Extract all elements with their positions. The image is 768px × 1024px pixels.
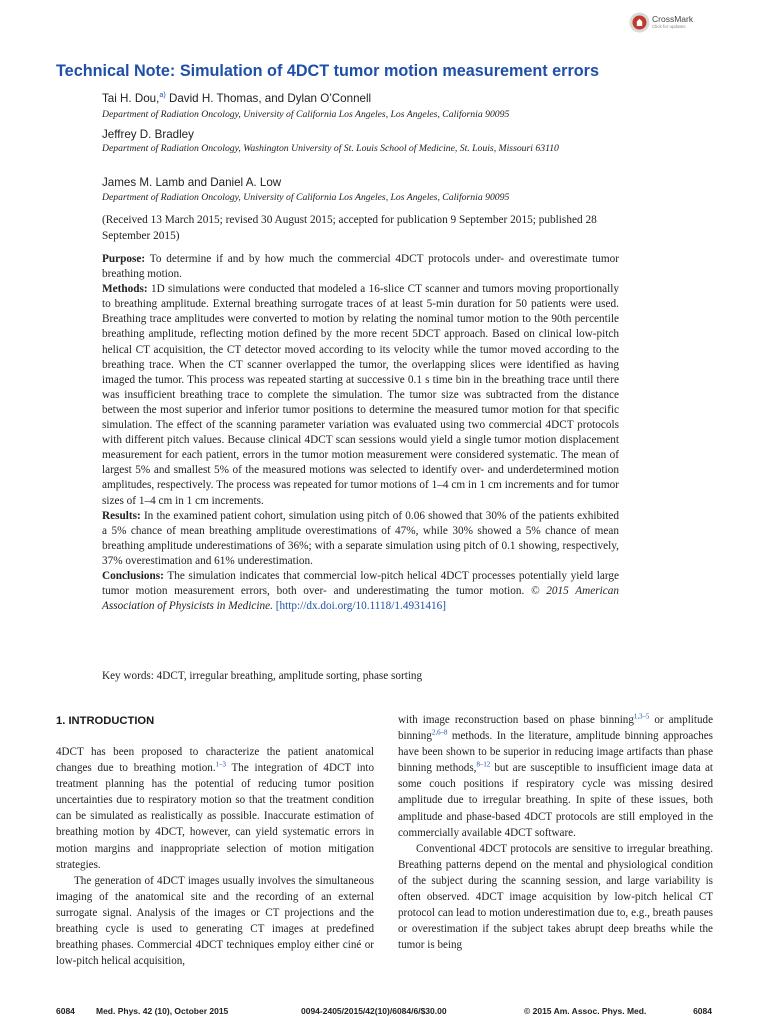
conclusions-text: The simulation indicates that commercial low-pitch helical 4DCT processes potentially yield large tumor motion measurement errors, both over- and underestimating the tumor motion. bbox=[102, 569, 620, 598]
doi-link[interactable]: [http://dx.doi.org/10.1118/1.4931416] bbox=[275, 600, 446, 613]
abstract bbox=[102, 252, 619, 614]
paragraph: The generation of 4DCT images usually involves the simultaneous imaging of the anatomical site and the recording of an external surrogate signal. Analysis of the images or CT projections and the breathing cycle is used to generating CT images at predefined breathing phases. Commercial 4DCT techniques employ either ciné or low-pitch helical acquisition, bbox=[56, 874, 374, 968]
section-heading: 1. INTRODUCTION bbox=[56, 715, 155, 727]
paragraph-text: but are susceptible to insufficient image data at some couch positions if respiratory cycle was missing desired amplitude due to irregular breathing. In spite of these issues, both amplitude and phase-based 4DCT protocols are still employed in the commercially available 4DCT software. bbox=[398, 762, 713, 839]
results-text: In the examined patient cohort, simulation using pitch of 0.06 showed that 30% of the patients exhibited a 5% chance of mean breathing amplitude overestimations of 47%, while 30% showed a 5% chance of mean breathing amplitude underestimations of 36%; with a separate simulation using pitch of 0.1 showing, respectively, 37% overestimation and 61% underestimation. bbox=[102, 509, 620, 567]
abstract-purpose bbox=[102, 252, 619, 282]
footer-page-number-left: 6084 bbox=[56, 1006, 75, 1016]
methods-label: Methods: bbox=[102, 283, 148, 296]
citation-ref[interactable]: 1–3 bbox=[215, 761, 226, 769]
author-names-rest: David H. Thomas, and Dylan O’Connell bbox=[165, 92, 372, 105]
body-column-left bbox=[56, 744, 374, 969]
paragraph bbox=[398, 712, 713, 841]
citation-ref[interactable]: 1,3–5 bbox=[633, 713, 650, 721]
abstract-results bbox=[102, 509, 619, 569]
article-title: Technical Note: Simulation of 4DCT tumor motion measurement errors bbox=[56, 62, 599, 80]
purpose-text: To determine if and by how much the commercial 4DCT protocols under- and overestimate tumor breathing motion. bbox=[102, 253, 620, 281]
author-names: Tai H. Dou, bbox=[102, 92, 160, 105]
paragraph-text: The integration of 4DCT into treatment planning has the potential of reducing tumor position uncertainties due to respiratory motion so that the treatment condition can be simulated as realistically as possible. Inaccurate estimation of breathing motion by 4DCT, however, can yield systematic errors in motion margins and inappropriate selection of motion mitigation strategies. bbox=[56, 762, 374, 871]
abstract-methods bbox=[102, 282, 619, 508]
body-column-right bbox=[398, 712, 713, 953]
paragraph-text: 4DCT has been proposed to characterize the patient anatomical changes due to breathing motion. bbox=[56, 746, 374, 775]
crossmark-sublabel: Click for updates bbox=[652, 24, 686, 29]
page-footer bbox=[56, 1006, 712, 1020]
methods-text: 1D simulations were conducted that modeled a 16-slice CT scanner and tumors moving proportionally to breathing amplitude. External breathing surrogate traces of at least 5-min duration for 50 patients were used. Breathing trace amplitudes were converted to motion by relating the nominal tumor motion to the 90th percentile breathing amplitude, reflecting motion defined by the more recent 5DCT approach. Based on clinical low-pitch helical CT acquisition, the CT detector moved according to its velocity while the tumor moved according to the breathing trace. When the CT scanner overlapped the tumor, the overlapping slices were identified as having imaged the tumor. This process was repeated starting at successive 0.1 s time bin in the breathing trace until there was insufficient breathing trace to complete the simulation. The tumor size was subtracted from the distance between the most superior and inferior tumor positions to determine the measured tumor motion for that specific simulation. The effect of the scanning parameter variation was evaluated using two commercial 4DCT protocols with different pitch values. Because clinical 4DCT scan sessions would yield a single tumor motion displacement measurement for each patient, errors in the tumor motion measurement were considered systematic. The mean of largest 5% and smallest 5% of the measured motions was selected to identify over- and underdetermined motion amplitudes, respectively. The process was repeated for tumor motions of 1–4 cm in 1 cm increments and for tumor sizes of 1–4 cm in 1 cm increments. bbox=[102, 283, 620, 507]
abstract-conclusions bbox=[102, 569, 619, 614]
author-footnote-mark[interactable]: a) bbox=[159, 90, 166, 100]
copyright-line: © 2015 American Association of Physicists in Medicine. bbox=[102, 585, 619, 613]
conclusions-label: Conclusions: bbox=[102, 569, 164, 582]
received-dates: (Received 13 March 2015; revised 30 August 2015; accepted for publication 9 September 2015; published 28 September 2015) bbox=[102, 214, 597, 242]
citation-ref[interactable]: 8–12 bbox=[476, 761, 491, 769]
purpose-label: Purpose: bbox=[102, 253, 146, 265]
keywords: Key words: 4DCT, irregular breathing, amplitude sorting, phase sorting bbox=[102, 670, 423, 682]
crossmark-label: CrossMark bbox=[652, 14, 694, 24]
affiliation-1: Department of Radiation Oncology, University of California Los Angeles, Los Angeles, California 90095 bbox=[102, 109, 510, 120]
footer-copyright: © 2015 Am. Assoc. Phys. Med. bbox=[524, 1006, 647, 1016]
paragraph bbox=[56, 744, 374, 873]
affiliation-2: Department of Radiation Oncology, Washington University of St. Louis School of Medicine, St. Louis, Missouri 63110 bbox=[102, 143, 559, 154]
author-group-3: James M. Lamb and Daniel A. Low bbox=[102, 176, 282, 189]
crossmark-badge[interactable] bbox=[629, 12, 699, 34]
author-group-1 bbox=[102, 92, 371, 105]
footer-code: 0094-2405/2015/42(10)/6084/6/$30.00 bbox=[301, 1006, 447, 1016]
footer-journal: Med. Phys. 42 (10), October 2015 bbox=[96, 1006, 229, 1016]
footer-page-number-right: 6084 bbox=[693, 1006, 712, 1016]
affiliation-3: Department of Radiation Oncology, University of California Los Angeles, Los Angeles, California 90095 bbox=[102, 192, 510, 203]
crossmark-icon bbox=[629, 12, 650, 33]
paragraph-text: methods. In the literature, amplitude binning approaches have been shown to be superior in reducing image artifacts than phase binning methods, bbox=[398, 730, 713, 775]
results-label: Results: bbox=[102, 509, 141, 522]
paragraph: Conventional 4DCT protocols are sensitive to irregular breathing. Breathing patterns depend on the mental and physiological condition of the subject during the scanning session, and large variability is often observed. 4DCT image acquisition by low-pitch helical CT protocol can lead to motion underestimation due to, e.g., breath pauses or overestimation if the subject takes abrupt deep breaths while the tumor is being bbox=[398, 842, 713, 952]
author-group-2: Jeffrey D. Bradley bbox=[102, 128, 194, 141]
paragraph-text: or amplitude binning bbox=[398, 714, 713, 743]
citation-ref[interactable]: 2,6–8 bbox=[431, 729, 448, 737]
paragraph-text: with image reconstruction based on phase binning bbox=[398, 714, 634, 726]
